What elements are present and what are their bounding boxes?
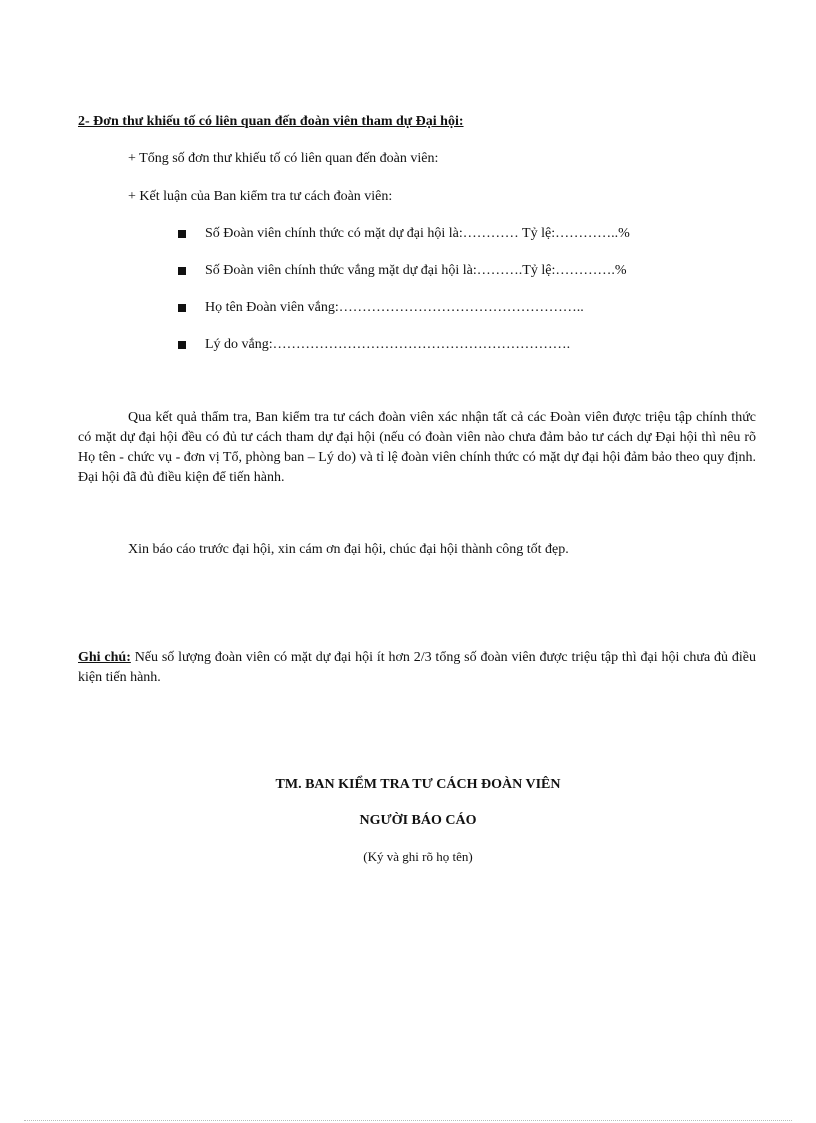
closing-paragraph: Xin báo cáo trước đại hội, xin cám ơn đại hội, chúc đại hội thành công tốt đẹp. bbox=[128, 542, 569, 557]
bullet-square-icon bbox=[178, 230, 186, 238]
note-paragraph bbox=[78, 648, 756, 688]
bullet-absent-members: Số Đoàn viên chính thức vắng mặt dự đại hội là:……….Tỷ lệ:………….% bbox=[205, 263, 627, 278]
bullet-absent-names: Họ tên Đoàn viên vắng:…………………………………………….. bbox=[205, 300, 584, 315]
bullet-square-icon bbox=[178, 304, 186, 312]
note-label: Ghi chú: bbox=[78, 650, 131, 665]
bullet-present-members: Số Đoàn viên chính thức có mặt dự đại hội là:………… Tỷ lệ:…………..% bbox=[205, 226, 630, 241]
total-complaints-line: + Tổng số đơn thư khiếu tố có liên quan đến đoàn viên: bbox=[128, 151, 439, 166]
page-bottom-divider bbox=[24, 1120, 792, 1121]
conclusion-line: + Kết luận của Ban kiểm tra tư cách đoàn viên: bbox=[128, 189, 393, 204]
bullet-square-icon bbox=[178, 341, 186, 349]
signature-org: TM. BAN KIỂM TRA TƯ CÁCH ĐOÀN VIÊN bbox=[275, 777, 561, 792]
section-heading: 2- Đơn thư khiếu tố có liên quan đến đoàn viên tham dự Đại hội: bbox=[78, 114, 464, 129]
note-text: Nếu số lượng đoàn viên có mặt dự đại hội ít hơn 2/3 tổng số đoàn viên được triệu tập thì đại hội chưa đủ điều kiện tiến hành. bbox=[78, 650, 757, 685]
bullet-square-icon bbox=[178, 267, 186, 275]
bullet-absence-reason: Lý do vắng:………………………………………………………. bbox=[205, 337, 571, 352]
signature-instruction: (Ký và ghi rõ họ tên) bbox=[363, 849, 473, 864]
signature-role: NGƯỜI BÁO CÁO bbox=[359, 813, 477, 828]
verification-paragraph: Qua kết quả thẩm tra, Ban kiểm tra tư cách đoàn viên xác nhận tất cả các Đoàn viên được triệu tập chính thức có mặt dự đại hội đều có đủ tư cách tham dự đại hội (nếu có đoàn viên nào chưa đảm bảo tư cách dự Đại hội thì nêu rõ Họ tên - chức vụ - đơn vị Tổ, phòng ban – Lý do) và tỉ lệ đoàn viên chính thức có mặt dự đại hội đảm bảo theo quy định. Đại hội đã đủ điều kiện để tiến hành. bbox=[78, 410, 756, 485]
